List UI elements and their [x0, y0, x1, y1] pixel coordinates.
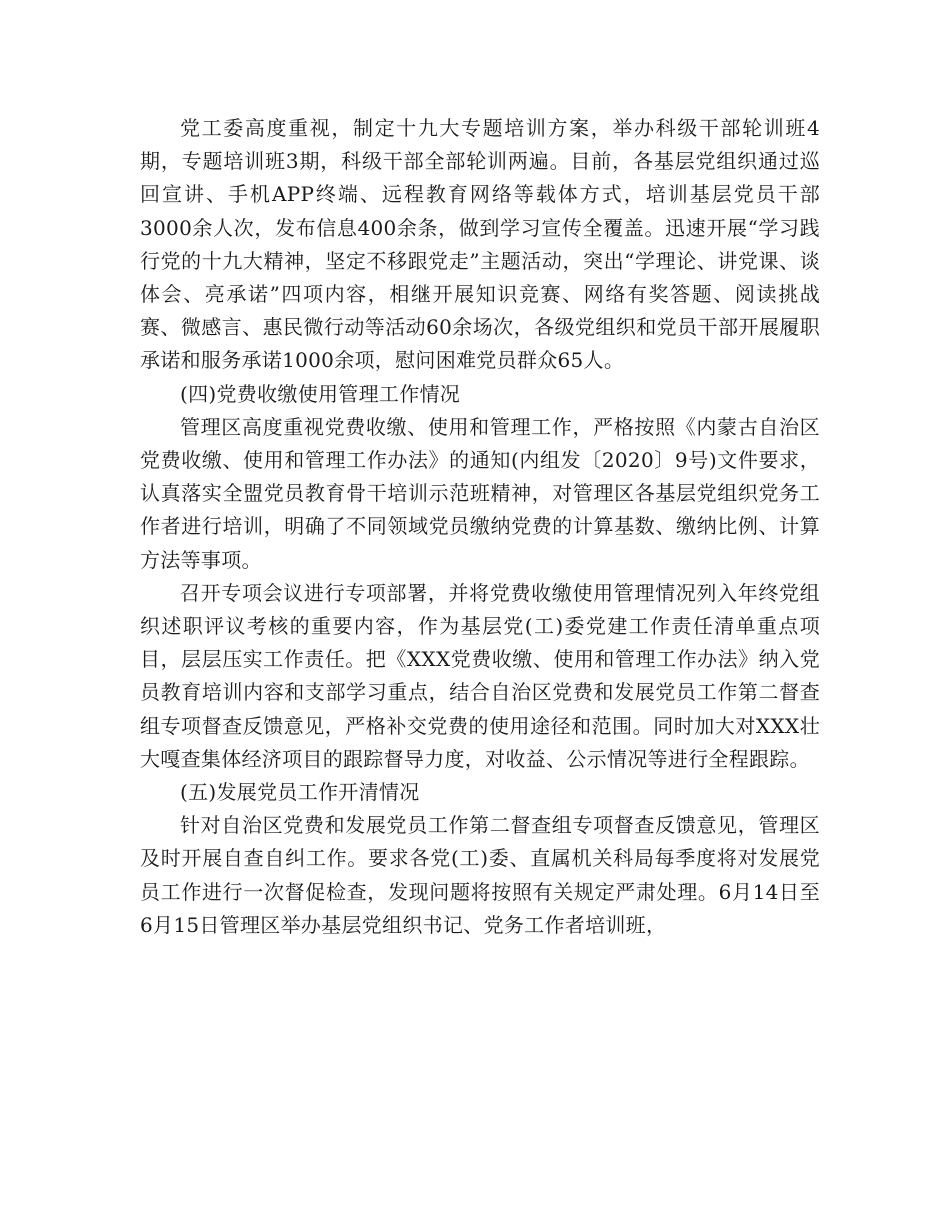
section-heading-member-development: (五)发展党员工作开清情况 — [180, 780, 420, 805]
paragraph-party-study: 党工委高度重视，制定十九大专题培训方案，举办科级干部轮训班4期，专题培训班3期，科级干部全部轮训两遍。目前，各基层党组织通过巡回宣讲、手机APP终端、远程教育网络等载体方式，培训基层党员干部3000余人次，发布信息400余条，做到学习宣传全覆盖。迅速开展“学习践行党的十九大精神，坚定不移跟党走”主题活动，突出“学理论、讲党课、谈体会、亮承诺”四项内容，相继开展知识竞赛、网络有奖答题、阅读挑战赛、微感言、惠民微行动等活动60余场次，各级党组织和党员干部开展履职承诺和服务承诺1000余项，慰问困难党员群众65人。 — [140, 116, 820, 373]
paragraph-party-dues-management: 管理区高度重视党费收缴、使用和管理工作，严格按照《内蒙古自治区党费收缴、使用和管理工作办法》的通知(内组发〔2020〕9号)文件要求，认真落实全盟党员教育骨干培训示范班精神，对管理区各基层党组织党务工作者进行培训，明确了不同领域党员缴纳党费的计算基数、缴纳比例、计算方法等事项。 — [140, 414, 820, 572]
paragraph-member-development: 针对自治区党费和发展党员工作第二督查组专项督查反馈意见，管理区及时开展自查自纠工作。要求各党(工)委、直属机关科局每季度将对发展党员工作进行一次督促检查，发现问题将按照有关规定严肃处理。6月14日至6月15日管理区举办基层党组织书记、党务工作者培训班， — [140, 813, 820, 937]
section-heading-party-dues: (四)党费收缴使用管理工作情况 — [180, 381, 461, 406]
document-page — [140, 112, 820, 942]
paragraph-special-meeting: 召开专项会议进行专项部署，并将党费收缴使用管理情况列入年终党组织述职评议考核的重要内容，作为基层党(工)委党建工作责任清单重点项目，层层压实工作责任。把《XXX党费收缴、使用和管理工作办法》纳入党员教育培训内容和支部学习重点，结合自治区党费和发展党员工作第二督查组专项督查反馈意见，严格补交党费的使用途径和范围。同时加大对XXX壮大嘎查集体经济项目的跟踪督导力度，对收益、公示情况等进行全程跟踪。 — [140, 580, 820, 771]
